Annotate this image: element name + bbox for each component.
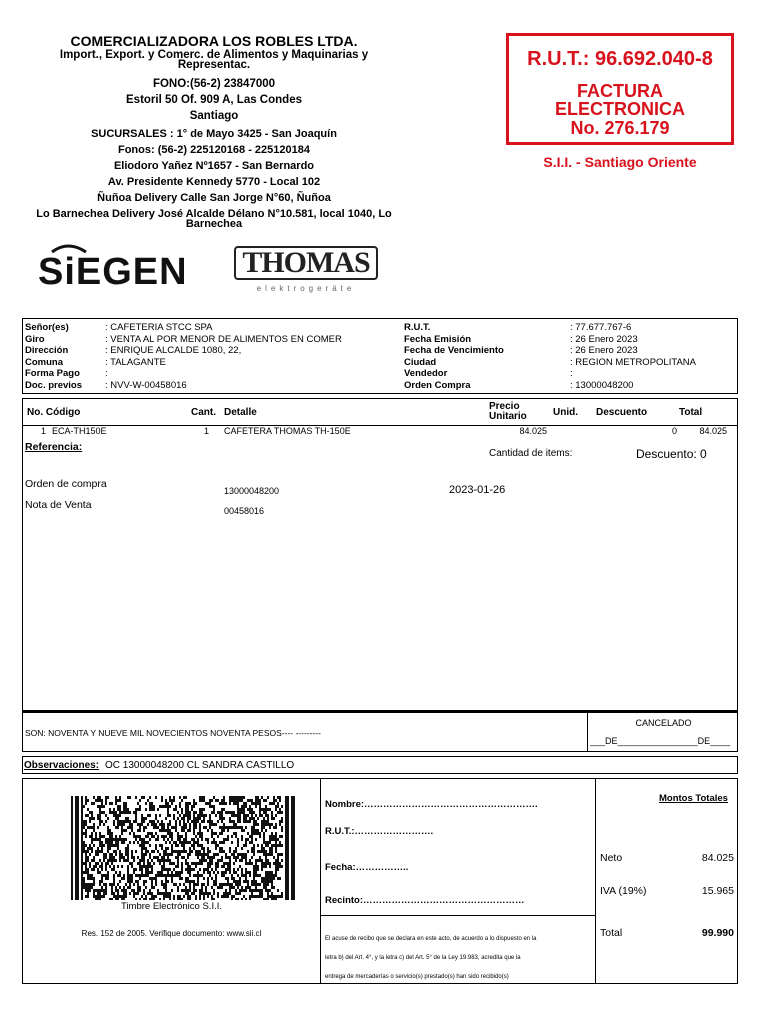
acuse-nombre: Nombre:………………………………………………. [325, 799, 538, 810]
observations-label: Observaciones: [24, 760, 100, 771]
observations-box [22, 756, 738, 774]
reference-number: 00458016 [224, 506, 265, 516]
document-number: No. 276.179 [570, 118, 670, 138]
acuse-legal-text [325, 930, 593, 987]
footer-box [22, 778, 738, 984]
company-giro-line2: Representac. [177, 59, 251, 71]
customer-address: : ENRIQUE ALCALDE 1080, 22, [105, 345, 242, 356]
col-descuento: Descuento [596, 407, 648, 418]
divider [320, 779, 321, 983]
timbre-label: Timbre Electrónico S.I.I. [120, 901, 222, 912]
divider [595, 779, 596, 983]
items-header-row [23, 399, 737, 426]
divider [320, 915, 595, 916]
neto-value: 84.025 [701, 852, 734, 864]
customer-comuna: : TALAGANTE [105, 356, 166, 368]
cancelado-label: CANCELADO [635, 718, 692, 728]
due-date: : 26 Enero 2023 [570, 345, 638, 356]
field-label: Forma Pago [25, 368, 80, 379]
customer-doc-previos: : NVV-W-00458016 [105, 379, 187, 391]
totals-title: Montos Totales [659, 793, 728, 804]
item-total: 84.025 [699, 426, 727, 436]
field-label: Fecha de Vencimiento [404, 345, 504, 356]
acuse-rut: R.U.T.:……………………. [325, 826, 434, 837]
item-unit-price: 84.025 [519, 426, 547, 436]
issue-date: : 26 Enero 2023 [570, 333, 638, 345]
branch-line: SUCURSALES : 1° de Mayo 3425 - San Joaquín [91, 128, 337, 140]
company-header [20, 32, 408, 229]
total-value: 99.990 [701, 927, 734, 939]
item-discount: 0 [671, 426, 677, 436]
company-name: COMERCIALIZADORA LOS ROBLES LTDA. [70, 33, 358, 49]
company-address: Estoril 50 Of. 909 A, Las Condes [126, 94, 302, 106]
company-phone: FONO:(56-2) 23847000 [152, 78, 276, 90]
branch-line: Eliodoro Yañez Nº1657 - San Bernardo [113, 160, 315, 172]
customer-info-box [22, 318, 738, 394]
issuer-rut: R.U.T.: 96.692.040-8 [527, 48, 713, 70]
acuse-legal-line: letra b) del Art. 4°, y la letra c) del Art. 5° de la Ley 19.983, acredita que la [325, 955, 521, 961]
field-label: Vendedor [404, 368, 448, 379]
branch-line: Ñuñoa Delivery Calle San Jorge N°60, Ñuñoa [97, 192, 331, 204]
acuse-legal-line: entrega de mercaderías o servicio(s) prestado(s) han sido recibido(s) [325, 974, 509, 980]
col-detalle: Detalle [224, 407, 257, 418]
cancelado-box [587, 712, 739, 752]
document-type-line2: ELECTRONICA [555, 99, 685, 119]
reference-date: 2023-01-26 [449, 484, 506, 496]
branch-line: Lo Barnechea Delivery José Alcalde Délano N°10.581, local 1040, Lo [36, 208, 392, 220]
document-id-box [506, 33, 734, 145]
sii-office: S.I.I. - Santiago Oriente [543, 154, 697, 170]
branch-line: Av. Presidente Kennedy 5770 - Local 102 [107, 176, 321, 188]
acuse-legal-line: El acuse de recibo que se declara en este acto, de acuerdo a lo dispuesto en la [325, 936, 537, 942]
cancelado-line: ___DE________________DE____ [590, 736, 731, 746]
company-giro-line1: Import., Export. y Comerc. de Alimentos y Maquinarias y [59, 49, 369, 61]
col-no-codigo: No. Código [27, 407, 81, 418]
reference-type: Nota de Venta [25, 499, 92, 511]
col-cant: Cant. [191, 407, 216, 418]
item-no: 1 [41, 426, 47, 436]
customer-left-table [25, 322, 342, 391]
field-label: Ciudad [404, 356, 437, 368]
item-detail: CAFETERA THOMAS TH-150E [224, 426, 351, 436]
field-label: Comuna [25, 356, 63, 368]
siegen-logo [38, 242, 208, 302]
reference-number: 13000048200 [224, 486, 280, 496]
col-precio [489, 402, 527, 422]
field-label: Orden Compra [404, 379, 471, 391]
acuse-fecha: Fecha:…………….. [325, 862, 409, 873]
items-box [22, 398, 738, 712]
field-label: Señor(es) [25, 322, 69, 333]
branch-line: Barnechea [185, 218, 243, 230]
iva-value: 15.965 [701, 885, 734, 897]
svg-text:SiEGEN: SiEGEN [38, 251, 188, 292]
seller: : [570, 368, 573, 379]
thomas-logo-sub: elektrogeräte [256, 284, 356, 293]
company-city: Santiago [189, 110, 239, 122]
item-qty: 1 [204, 426, 210, 436]
purchase-order: : 13000048200 [570, 379, 634, 391]
customer-name: : CAFETERIA STCC SPA [105, 322, 213, 333]
field-label: R.U.T. [404, 322, 431, 333]
col-unid: Unid. [553, 407, 578, 418]
col-precio-line1: Precio [489, 401, 520, 412]
field-label: Doc. previos [25, 379, 83, 391]
customer-city: : REGION METROPOLITANA [570, 356, 696, 368]
iva-label: IVA (19%) [600, 885, 647, 897]
customer-forma-pago: : [105, 368, 108, 379]
neto-label: Neto [600, 852, 623, 864]
document-type-line1: FACTURA [577, 81, 663, 101]
table-row [23, 426, 737, 438]
customer-rut: : 77.677.767-6 [570, 322, 632, 333]
brand-logos [34, 236, 394, 302]
reference-label: Referencia: [25, 441, 83, 453]
timbre-resolution: Res. 152 de 2005. Verifique documento: www.sii.cl [81, 929, 262, 938]
acuse-recinto: Recinto:…………………………………………… [325, 895, 525, 906]
total-label: Total [600, 927, 623, 939]
thomas-logo: THOMAS [234, 246, 378, 280]
reference-type: Orden de compra [25, 478, 107, 490]
branch-line: Fonos: (56-2) 225120168 - 225120184 [117, 144, 310, 156]
field-label: Fecha Emisión [404, 333, 472, 345]
customer-giro: : VENTA AL POR MENOR DE ALIMENTOS EN COMER [105, 333, 342, 345]
item-code: ECA-TH150E [52, 426, 107, 436]
amount-in-words: SON: NOVENTA Y NUEVE MIL NOVECIENTOS NOVENTA PESOS---- --------- [25, 728, 321, 738]
observations-text: OC 13000048200 CL SANDRA CASTILLO [105, 760, 295, 771]
customer-right-table [404, 322, 696, 391]
siegen-logo-graphic [38, 242, 208, 292]
items-count-label: Cantidad de items: [489, 448, 573, 459]
amount-words-box [22, 710, 738, 752]
field-label: Giro [25, 333, 45, 345]
col-total: Total [679, 407, 703, 418]
field-label: Dirección [25, 345, 69, 356]
timbre-barcode [71, 796, 295, 900]
discount-summary: Descuento: 0 [636, 447, 707, 461]
col-precio-line2: Unitario [489, 411, 527, 422]
